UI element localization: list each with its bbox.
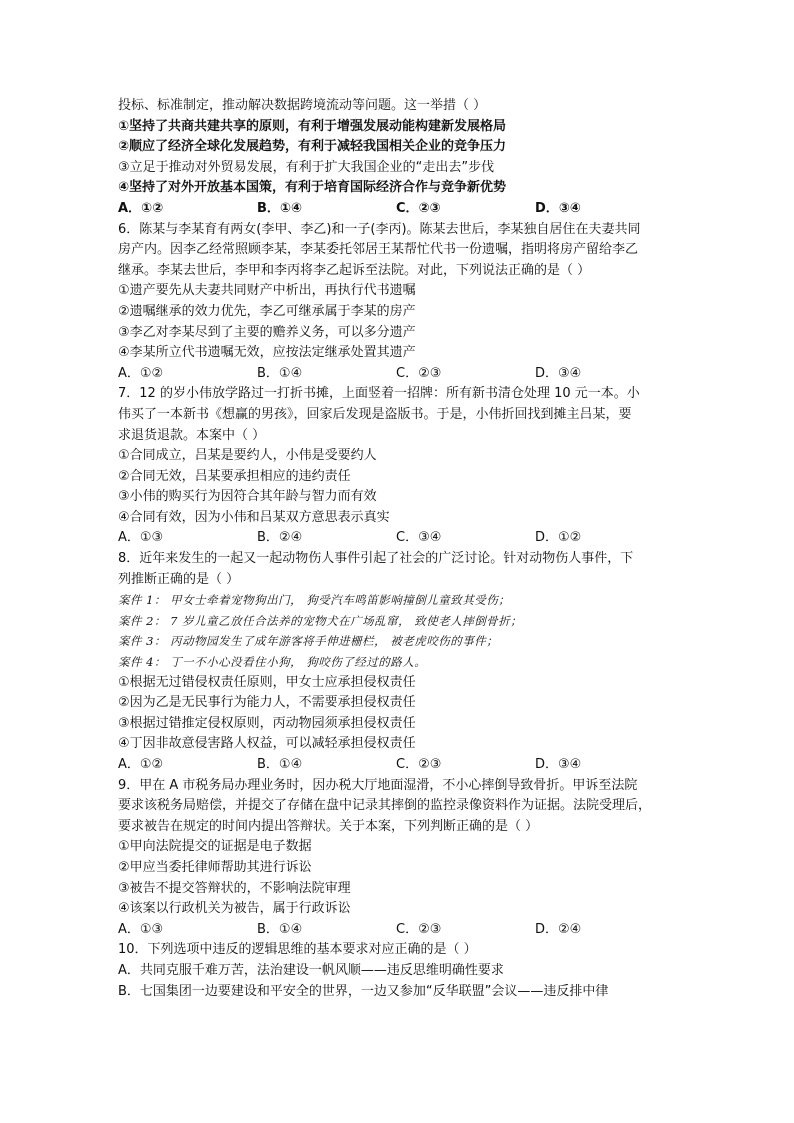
- question-10-option-a[interactable]: A．共同克服千难万苦，法治建设一帆风顺——违反思维明确性要求: [118, 962, 504, 978]
- option-d[interactable]: D．③④: [535, 365, 582, 381]
- question-9: [118, 776, 684, 941]
- question-9-options: [118, 920, 684, 941]
- question-5: [118, 96, 684, 220]
- question-5-statement-4: ④坚持了对外开放基本国策，有利于培育国际经济合作与竞争新优势: [118, 180, 507, 196]
- option-a[interactable]: A．①②: [118, 757, 164, 772]
- option-c[interactable]: C．③④: [396, 530, 442, 546]
- option-b[interactable]: B．①④: [257, 921, 303, 937]
- question-9-stem-line: 要求被告在规定的时间内提出答辩状。关于本案，下列判断正确的是（ ）: [118, 818, 539, 834]
- question-8-stem-line: 8．近年来发生的一起又一起动物伤人事件引起了社会的广泛讨论。针对动物伤人事件，下: [118, 551, 634, 567]
- exam-page: [118, 96, 684, 1002]
- option-b[interactable]: B．①④: [257, 365, 303, 381]
- question-8-case-2: 案件 2： 7 岁儿童乙放任合法养的宠物犬在广场乱窜， 致使老人摔倒骨折；: [118, 613, 523, 628]
- question-6-stem-line: 房产内。因李乙经常照顾李某，李某委托邻居王某帮忙代书一份遗嘱，指明将房产留给李乙: [118, 242, 639, 258]
- question-6-statement-1: ①遗产要先从夫妻共同财产中析出，再执行代书遗嘱: [118, 283, 416, 299]
- question-7: [118, 384, 684, 549]
- question-5-stem: 投标、标准制定，推动解决数据跨境流动等问题。这一举措（ ）: [118, 98, 487, 113]
- question-7-statement-3: ③小伟的购买行为因符合其年龄与智力而有效: [118, 489, 377, 505]
- question-9-statement-3: ③被告不提交答辩状的，不影响法院审理: [118, 880, 351, 896]
- question-7-statement-1: ①合同成立，吕某是要约人，小伟是受要约人: [118, 448, 377, 464]
- question-10: [118, 940, 684, 1002]
- question-6-stem-line: 继承。李某去世后，李甲和李丙将李乙起诉至法院。对此，下列说法正确的是（ ）: [118, 262, 591, 278]
- option-a[interactable]: A．①③: [118, 530, 164, 546]
- question-5-statement-3: ③立足于推动对外贸易发展，有利于扩大我国企业的“走出去”步伐: [118, 159, 495, 175]
- option-d[interactable]: D．①②: [535, 530, 582, 546]
- question-6-stem-line: 6．陈某与李某育有两女(李甲、李乙)和一子(李丙)。陈某去世后，李某独自居住在夫妻共同: [118, 221, 641, 237]
- question-8-options: [118, 755, 684, 776]
- question-7-stem-line: 伟买了一本新书《想赢的男孩》，回家后发现是盗版书。于是，小伟折回找到摊主吕某，要: [118, 406, 632, 422]
- question-9-stem-line: 要求该税务局赔偿，并提交了存储在盘中记录其摔倒的监控录像资料作为证据。法院受理后，: [118, 798, 652, 814]
- option-a[interactable]: A．①③: [118, 921, 164, 937]
- option-a[interactable]: A．①②: [118, 365, 164, 381]
- question-9-statement-4: ④该案以行政机关为被告，属于行政诉讼: [118, 901, 351, 917]
- question-8: [118, 549, 684, 776]
- option-c[interactable]: C．②③: [396, 200, 441, 216]
- question-6-options: [118, 364, 684, 385]
- question-5-statement-2: ②顺应了经济全球化发展趋势，有利于减轻我国相关企业的竞争压力: [118, 139, 507, 155]
- option-c[interactable]: C．②③: [396, 921, 442, 937]
- option-c[interactable]: C．②③: [396, 365, 442, 381]
- question-8-case-1: 案件 1： 甲女士牵着宠物狗出门， 狗受汽车鸣笛影响撞倒儿童致其受伤；: [118, 593, 511, 608]
- question-7-statement-4: ④合同有效，因为小伟和吕某双方意思表示真实: [118, 509, 390, 525]
- question-9-stem-line: 9．甲在 A 市税务局办理业务时，因办税大厅地面湿滑，不小心摔倒导致骨折。甲诉至法院: [118, 777, 638, 793]
- question-8-statement-2: ②因为乙是无民事行为能力人，不需要承担侵权责任: [118, 695, 416, 711]
- question-8-case-4: 案件 4： 丁一不小心没看住小狗， 狗咬伤了经过的路人。: [118, 655, 427, 670]
- question-7-options: [118, 528, 684, 549]
- question-6-statement-3: ③李乙对李某尽到了主要的赡养义务，可以多分遗产: [118, 324, 416, 340]
- question-8-stem-line: 列推断正确的是（ ）: [118, 571, 240, 587]
- option-b[interactable]: B．①④: [257, 757, 303, 772]
- question-10-stem: 10．下列选项中违反的逻辑思维的基本要求对应正确的是（ ）: [118, 942, 477, 958]
- question-7-statement-2: ②合同无效，吕某要承担相应的违约责任: [118, 468, 351, 484]
- question-8-statement-4: ④丁因非故意侵害路人权益，可以减轻承担侵权责任: [118, 736, 416, 752]
- question-7-stem-line: 求退货退款。本案中（ ）: [118, 427, 266, 443]
- question-9-statement-1: ①甲向法院提交的证据是电子数据: [118, 839, 312, 855]
- option-c[interactable]: C．②③: [396, 757, 442, 772]
- option-d[interactable]: D．③④: [535, 757, 582, 772]
- question-8-statement-1: ①根据无过错侵权责任原则，甲女士应承担侵权责任: [118, 674, 416, 690]
- option-a[interactable]: A．①②: [118, 200, 164, 216]
- option-b[interactable]: B．②④: [257, 530, 303, 546]
- question-10-option-b[interactable]: B．七国集团一边要建设和平安全的世界，一边又参加“反华联盟”会议——违反排中律: [118, 983, 609, 999]
- question-6: [118, 220, 684, 385]
- question-8-case-3: 案件 3： 丙动物园发生了成年游客将手伸进栅栏， 被老虎咬伤的事件；: [118, 634, 499, 649]
- question-9-statement-2: ②甲应当委托律师帮助其进行诉讼: [118, 859, 312, 875]
- option-b[interactable]: B．①④: [257, 200, 302, 216]
- option-d[interactable]: D．②④: [535, 921, 582, 937]
- option-d[interactable]: D．③④: [535, 200, 581, 216]
- question-5-statement-1: ①坚持了共商共建共享的原则，有利于增强发展动能构建新发展格局: [118, 118, 507, 134]
- question-6-statement-4: ④李某所立代书遗嘱无效，应按法定继承处置其遗产: [118, 345, 416, 361]
- question-8-statement-3: ③根据过错推定侵权原则，丙动物园须承担侵权责任: [118, 715, 416, 731]
- question-7-stem-line: 7．12 的岁小伟放学路过一打折书摊，上面竖着一招牌：所有新书清仓处理 10 元一本。小: [118, 386, 640, 402]
- question-5-options: [118, 199, 684, 220]
- question-6-statement-2: ②遗嘱继承的效力优先，李乙可继承属于李某的房产: [118, 303, 416, 319]
